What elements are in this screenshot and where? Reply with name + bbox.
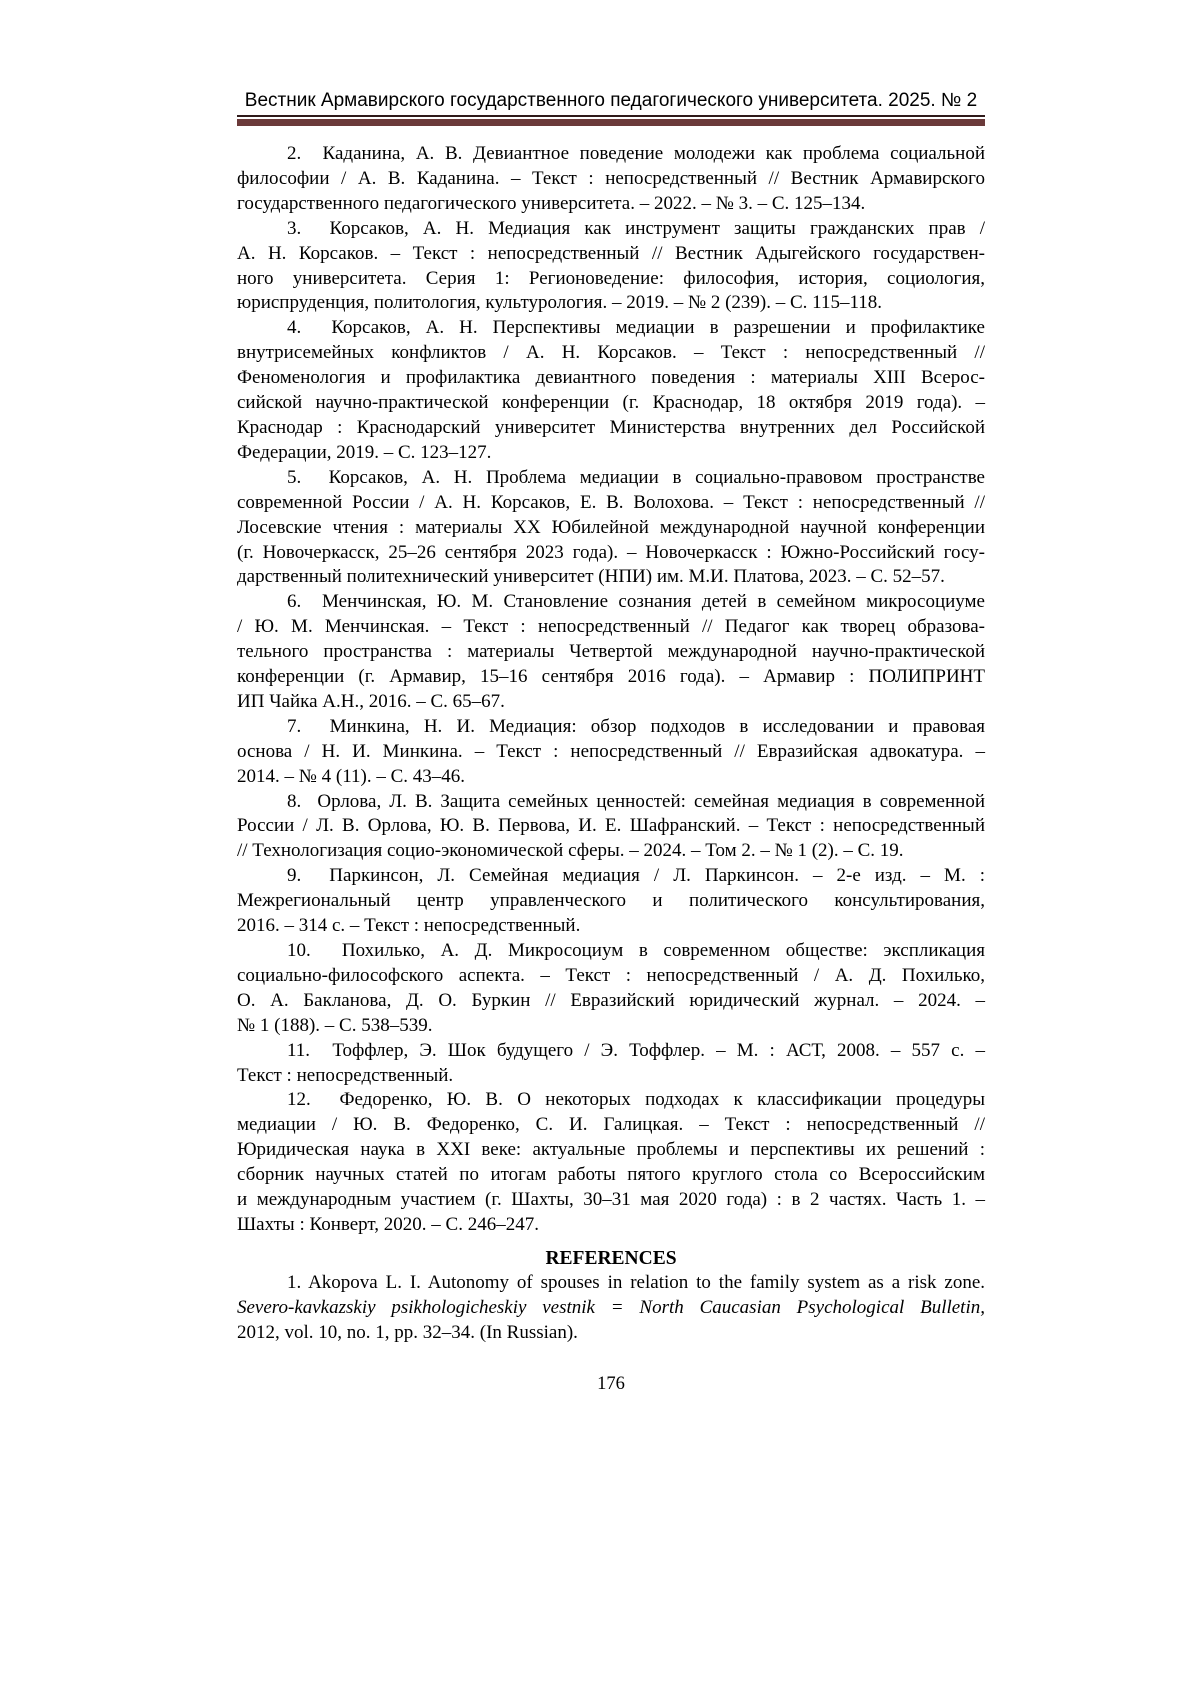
reference-line: Феноменология и профилактика девиантного поведения : материалы XIII Всерос- (237, 367, 985, 389)
reference-line: ного университета. Серия 1: Регионоведение: философия, история, социология, (237, 267, 985, 289)
reference-item (237, 715, 985, 790)
reference-item (237, 1088, 985, 1237)
running-header-title: Вестник Армавирского государственного педагогического университета. 2025. № 2 (244, 90, 978, 111)
reference-item (237, 217, 985, 317)
reference-line: 5. Корсаков, А. Н. Проблема медиации в социально-правовом пространстве (287, 466, 985, 488)
reference-line: философии / А. В. Каданина. – Текст : непосредственный // Вестник Армавирского (237, 167, 985, 189)
text-block (237, 0, 985, 1395)
reference-line: социально-философского аспекта. – Текст : непосредственный / А. Д. Похилько, (237, 964, 985, 986)
reference-line: 7. Минкина, Н. И. Медиация: обзор подходов в исследовании и правовая (287, 715, 985, 737)
reference-line: 2014. – № 4 (11). – С. 43–46. (237, 765, 465, 787)
reference-line: 8. Орлова, Л. В. Защита семейных ценностей: семейная медиация в современной (287, 790, 985, 812)
reference-item (237, 142, 985, 217)
reference-line: Юридическая наука в XXI веке: актуальные проблемы и перспективы их решений : (237, 1139, 985, 1161)
reference-line: А. Н. Корсаков. – Текст : непосредственный // Вестник Адыгейского государствен- (237, 242, 985, 264)
reference-line: 3. Корсаков, А. Н. Медиация как инструмент защиты гражданских прав / (287, 217, 985, 239)
reference-item (237, 316, 985, 465)
reference-line: сийской научно-практической конференции (г. Краснодар, 18 октября 2019 года). – (237, 392, 985, 414)
reference-line: тельного пространства : материалы Четвертой международной научно-практической (237, 641, 985, 663)
reference-line: 2. Каданина, А. В. Девиантное поведение молодежи как проблема социальной (287, 143, 985, 164)
reference-line: Severo-kavkazskiy psikhologicheskiy vestnik = North Caucasian Psychological Bulletin, (237, 1296, 985, 1318)
reference-line: / Ю. М. Менчинская. – Текст : непосредственный // Педагог как творец образова- (237, 616, 985, 638)
reference-line: 2012, vol. 10, no. 1, pp. 32–34. (In Russian). (237, 1321, 578, 1343)
reference-line: сборник научных статей по итогам работы пятого круглого стола со Всероссийским (237, 1164, 985, 1186)
reference-line: Межрегиональный центр управленческого и политического консультирования, (237, 890, 985, 912)
reference-line: дарственный политехнический университет (НПИ) им. М.И. Платова, 2023. – С. 52–57. (237, 566, 945, 588)
references-heading: REFERENCES (545, 1247, 677, 1269)
reference-line: Краснодар : Краснодарский университет Министерства внутренних дел Российской (237, 416, 985, 438)
reference-line: современной России / А. Н. Корсаков, Е. В. Волохова. – Текст : непосредственный // (237, 491, 985, 513)
reference-line: 9. Паркинсон, Л. Семейная медиация / Л. Паркинсон. – 2-е изд. – М. : (287, 865, 985, 887)
reference-line: 11. Тоффлер, Э. Шок будущего / Э. Тоффлер. – М. : АСТ, 2008. – 557 с. – (287, 1039, 985, 1061)
reference-line: (г. Новочеркасск, 25–26 сентября 2023 года). – Новочеркасск : Южно-Российский госу- (237, 541, 985, 563)
reference-line: О. А. Бакланова, Д. О. Буркин // Евразийский юридический журнал. – 2024. – (237, 989, 985, 1011)
reference-line: России / Л. В. Орлова, Ю. В. Первова, И. Е. Шафранский. – Текст : непосредственный (237, 815, 985, 837)
reference-line: 1. Akopova L. I. Autonomy of spouses in relation to the family system as a risk zone. (287, 1271, 985, 1293)
reference-line: основа / Н. И. Минкина. – Текст : непосредственный // Евразийская адвокатура. – (237, 740, 985, 762)
reference-line: Лосевские чтения : материалы XX Юбилейной международной научной конференции (237, 516, 985, 538)
reference-item (237, 1039, 985, 1089)
reference-line: и международным участием (г. Шахты, 30–31 мая 2020 года) : в 2 частях. Часть 1. – (237, 1189, 985, 1211)
reference-line: 10. Похилько, А. Д. Микросоциум в современном обществе: экспликация (287, 940, 985, 961)
reference-line: Федерации, 2019. – С. 123–127. (237, 441, 492, 463)
reference-line: 12. Федоренко, Ю. В. О некоторых подходах к классификации процедуры (287, 1089, 985, 1111)
references-en-section (237, 1271, 985, 1346)
reference-line: 6. Менчинская, Ю. М. Становление сознания детей в семейном микросоциуме (287, 591, 985, 613)
reference-item (237, 864, 985, 939)
reference-item (237, 590, 985, 715)
reference-line: медиации / Ю. В. Федоренко, С. И. Галицкая. – Текст : непосредственный // (237, 1114, 985, 1136)
reference-line: № 1 (188). – С. 538–539. (237, 1014, 433, 1036)
reference-line: 2016. – 314 с. – Текст : непосредственный. (237, 915, 581, 937)
reference-item (237, 939, 985, 1039)
page-number: 176 (597, 1373, 625, 1394)
reference-line: юриспруденция, политология, культурология. – 2019. – № 2 (239). – С. 115–118. (237, 292, 882, 314)
reference-item (237, 466, 985, 591)
bibliography-section (237, 142, 985, 1238)
reference-line: // Технологизация социо-экономической сферы. – 2024. – Том 2. – № 1 (2). – С. 19. (237, 840, 904, 862)
reference-item (237, 1271, 985, 1346)
reference-line: государственного педагогического университета. – 2022. – № 3. – С. 125–134. (237, 192, 866, 214)
header-rule-thick (237, 119, 985, 126)
reference-line: внутрисемейных конфликтов / А. Н. Корсаков. – Текст : непосредственный // (237, 342, 985, 364)
reference-line: 4. Корсаков, А. Н. Перспективы медиации в разрешении и профилактике (287, 317, 985, 339)
reference-line: Текст : непосредственный. (237, 1064, 454, 1086)
reference-line: ИП Чайка А.Н., 2016. – С. 65–67. (237, 690, 505, 712)
reference-item (237, 790, 985, 865)
reference-line: Шахты : Конверт, 2020. – С. 246–247. (237, 1213, 539, 1235)
header-rule-thin (237, 115, 985, 117)
reference-line: конференции (г. Армавир, 15–16 сентября 2016 года). – Армавир : ПОЛИПРИНТ (237, 666, 985, 688)
